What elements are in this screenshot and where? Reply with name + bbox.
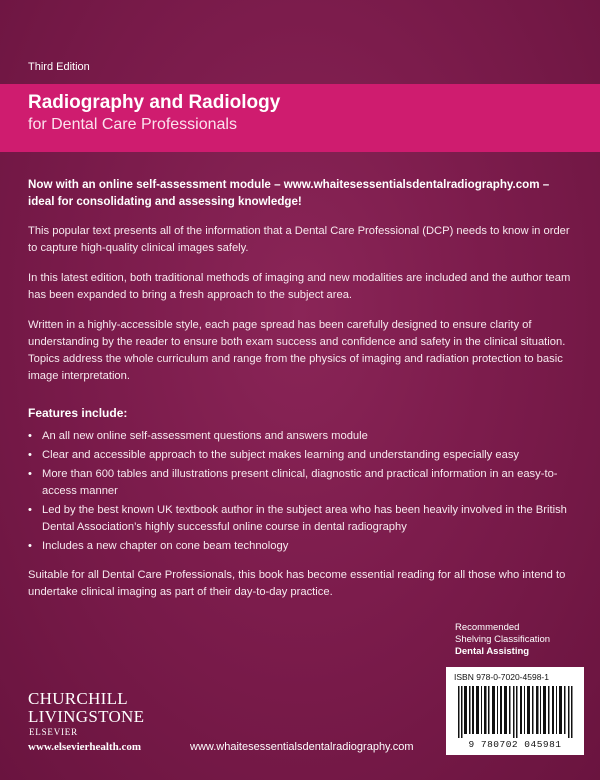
features-heading: Features include: [28,406,128,420]
edition-label: Third Edition [28,61,90,73]
feature-item: • Clear and accessible approach to the subject makes learning and understanding especially easy [28,447,576,464]
closing-paragraph: Suitable for all Dental Care Professionals, this book has become essential reading for all those who intend to undertake clinical imaging as part of their day-to-day practice. [28,569,566,598]
book-subtitle: for Dental Care Professionals [28,116,237,133]
isbn-label: ISBN 978-0-7020-4598-1 [454,672,549,682]
shelving-line-2: Shelving Classification [455,634,551,645]
feature-item: • Includes a new chapter on cone beam technology [28,538,576,555]
publisher-line-2: LIVINGSTONE [28,707,145,726]
blurb-paragraph: Written in a highly-accessible style, each page spread has been carefully designed to ensure clarity of understanding by the reader to ensure both exam success and confidence and safety in the clinical situation. Topics address the whole curriculum and range from the physics of imaging and radiation protection to basic image interpretation. [28,319,566,382]
feature-item: • Led by the best known UK textbook author in the subject area who has been heavily involved in the British Dental Association’s highly successful online course in dental radiography [28,502,576,536]
shelving-category: Dental Assisting [455,646,530,657]
blurb-paragraph: In this latest edition, both traditional methods of imaging and new modalities are included and the author team has been expanded to bring a fresh approach to the subject area. [28,272,571,301]
blurb-paragraph: This popular text presents all of the information that a Dental Care Professional (DCP) needs to know in order to capture high-quality clinical images safely. [28,225,570,254]
feature-item: • An all new online self-assessment questions and answers module [28,428,576,445]
publisher-line-3: ELSEVIER [29,727,78,737]
barcode-number: 9 780702 045981 [468,739,562,750]
book-website[interactable]: www.whaitesessentialsdentalradiography.com [190,741,414,753]
features-list [28,428,576,555]
shelving-line-1: Recommended [455,622,520,633]
book-title: Radiography and Radiology [28,92,281,113]
publisher-website[interactable]: www.elsevierhealth.com [28,741,142,753]
publisher-line-1: CHURCHILL [28,689,128,708]
blurb [28,176,576,614]
feature-item: • More than 600 tables and illustrations present clinical, diagnostic and practical information in an easy-to-access manner [28,466,576,500]
barcode-icon [454,686,576,738]
barcode-panel [446,667,584,755]
lead-paragraph: Now with an online self-assessment module – www.whaitesessentialsdentalradiography.com – ideal for consolidating and assessing knowledge! [28,178,550,208]
publisher-logo [28,690,144,738]
shelving-classification [455,622,550,658]
